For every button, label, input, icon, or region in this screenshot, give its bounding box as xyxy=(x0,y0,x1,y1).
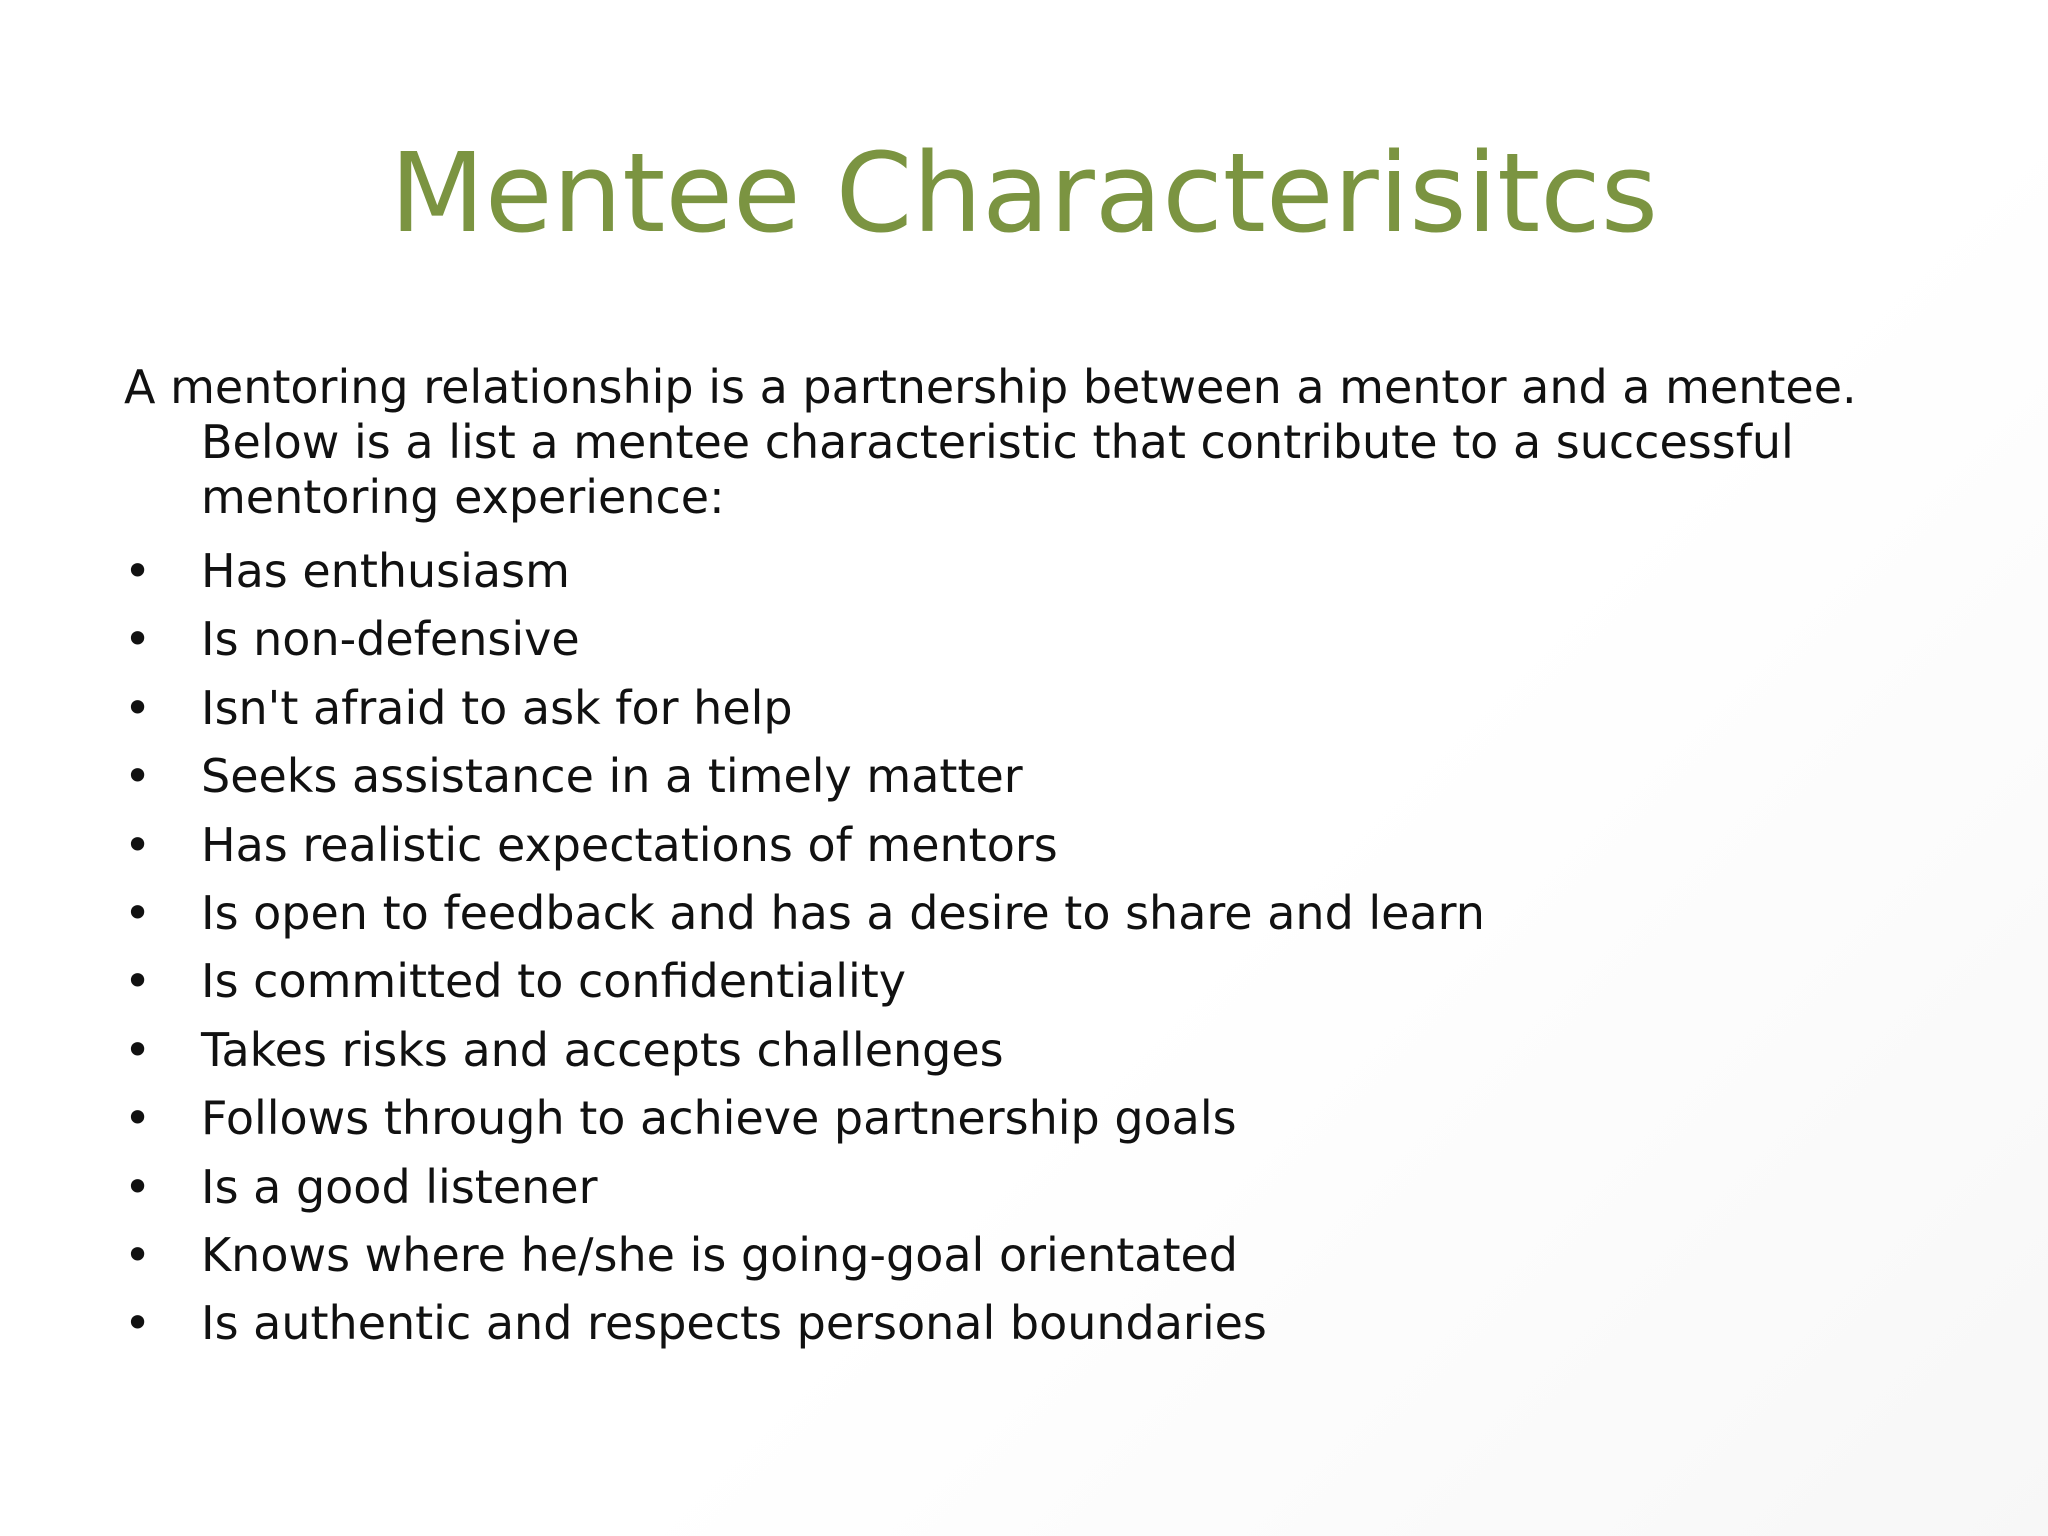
bullet-icon: • xyxy=(124,954,152,1009)
list-item-text: Has enthusiasm xyxy=(201,544,570,598)
characteristics-list xyxy=(124,537,1984,1358)
slide-title: Mentee Characterisitcs xyxy=(389,129,1659,257)
list-item-text: Seeks assistance in a timely matter xyxy=(201,749,1023,804)
list-item-text: Isn't afraid to ask for help xyxy=(201,680,793,735)
list-item-text: Knows where he/she is going-goal orientated xyxy=(201,1227,1238,1282)
bullet-icon: • xyxy=(124,1022,152,1077)
bullet-icon: • xyxy=(124,1227,152,1282)
list-item-text: Is committed to confidentiality xyxy=(201,954,907,1009)
intro-paragraph: A mentoring relationship is a partnership between a mentor and a mentee. Below is a list a mentee characteristic that contribute to a successful mentoring experience: xyxy=(124,360,1857,524)
list-item xyxy=(124,811,1984,879)
list-item xyxy=(124,1016,1984,1084)
list-item-text: Has realistic expectations of mentors xyxy=(201,817,1058,872)
bullet-icon: • xyxy=(124,544,152,598)
bullet-icon: • xyxy=(124,680,152,735)
bullet-icon: • xyxy=(124,1091,152,1146)
list-item-text: Takes risks and accepts challenges xyxy=(201,1022,1004,1077)
list-item xyxy=(124,947,1984,1015)
list-item-text: Follows through to achieve partnership goals xyxy=(201,1091,1237,1146)
list-item xyxy=(124,879,1984,947)
list-item xyxy=(124,537,1984,605)
bullet-icon: • xyxy=(124,817,152,872)
list-item-text: Is non-defensive xyxy=(201,612,580,667)
list-item xyxy=(124,1153,1984,1221)
list-item xyxy=(124,1084,1984,1152)
bullet-icon: • xyxy=(124,1159,152,1214)
list-item xyxy=(124,605,1984,673)
list-item xyxy=(124,742,1984,810)
list-item xyxy=(124,1289,1984,1357)
bullet-icon: • xyxy=(124,1296,152,1351)
bullet-icon: • xyxy=(124,885,152,940)
list-item-text: Is open to feedback and has a desire to share and learn xyxy=(201,885,1485,940)
list-item xyxy=(124,1221,1984,1289)
slide-body xyxy=(124,360,1984,1358)
list-item-text: Is authentic and respects personal boundaries xyxy=(201,1296,1267,1351)
bullet-icon: • xyxy=(124,612,152,667)
bullet-icon: • xyxy=(124,749,152,804)
list-item xyxy=(124,674,1984,742)
list-item-text: Is a good listener xyxy=(201,1159,598,1214)
